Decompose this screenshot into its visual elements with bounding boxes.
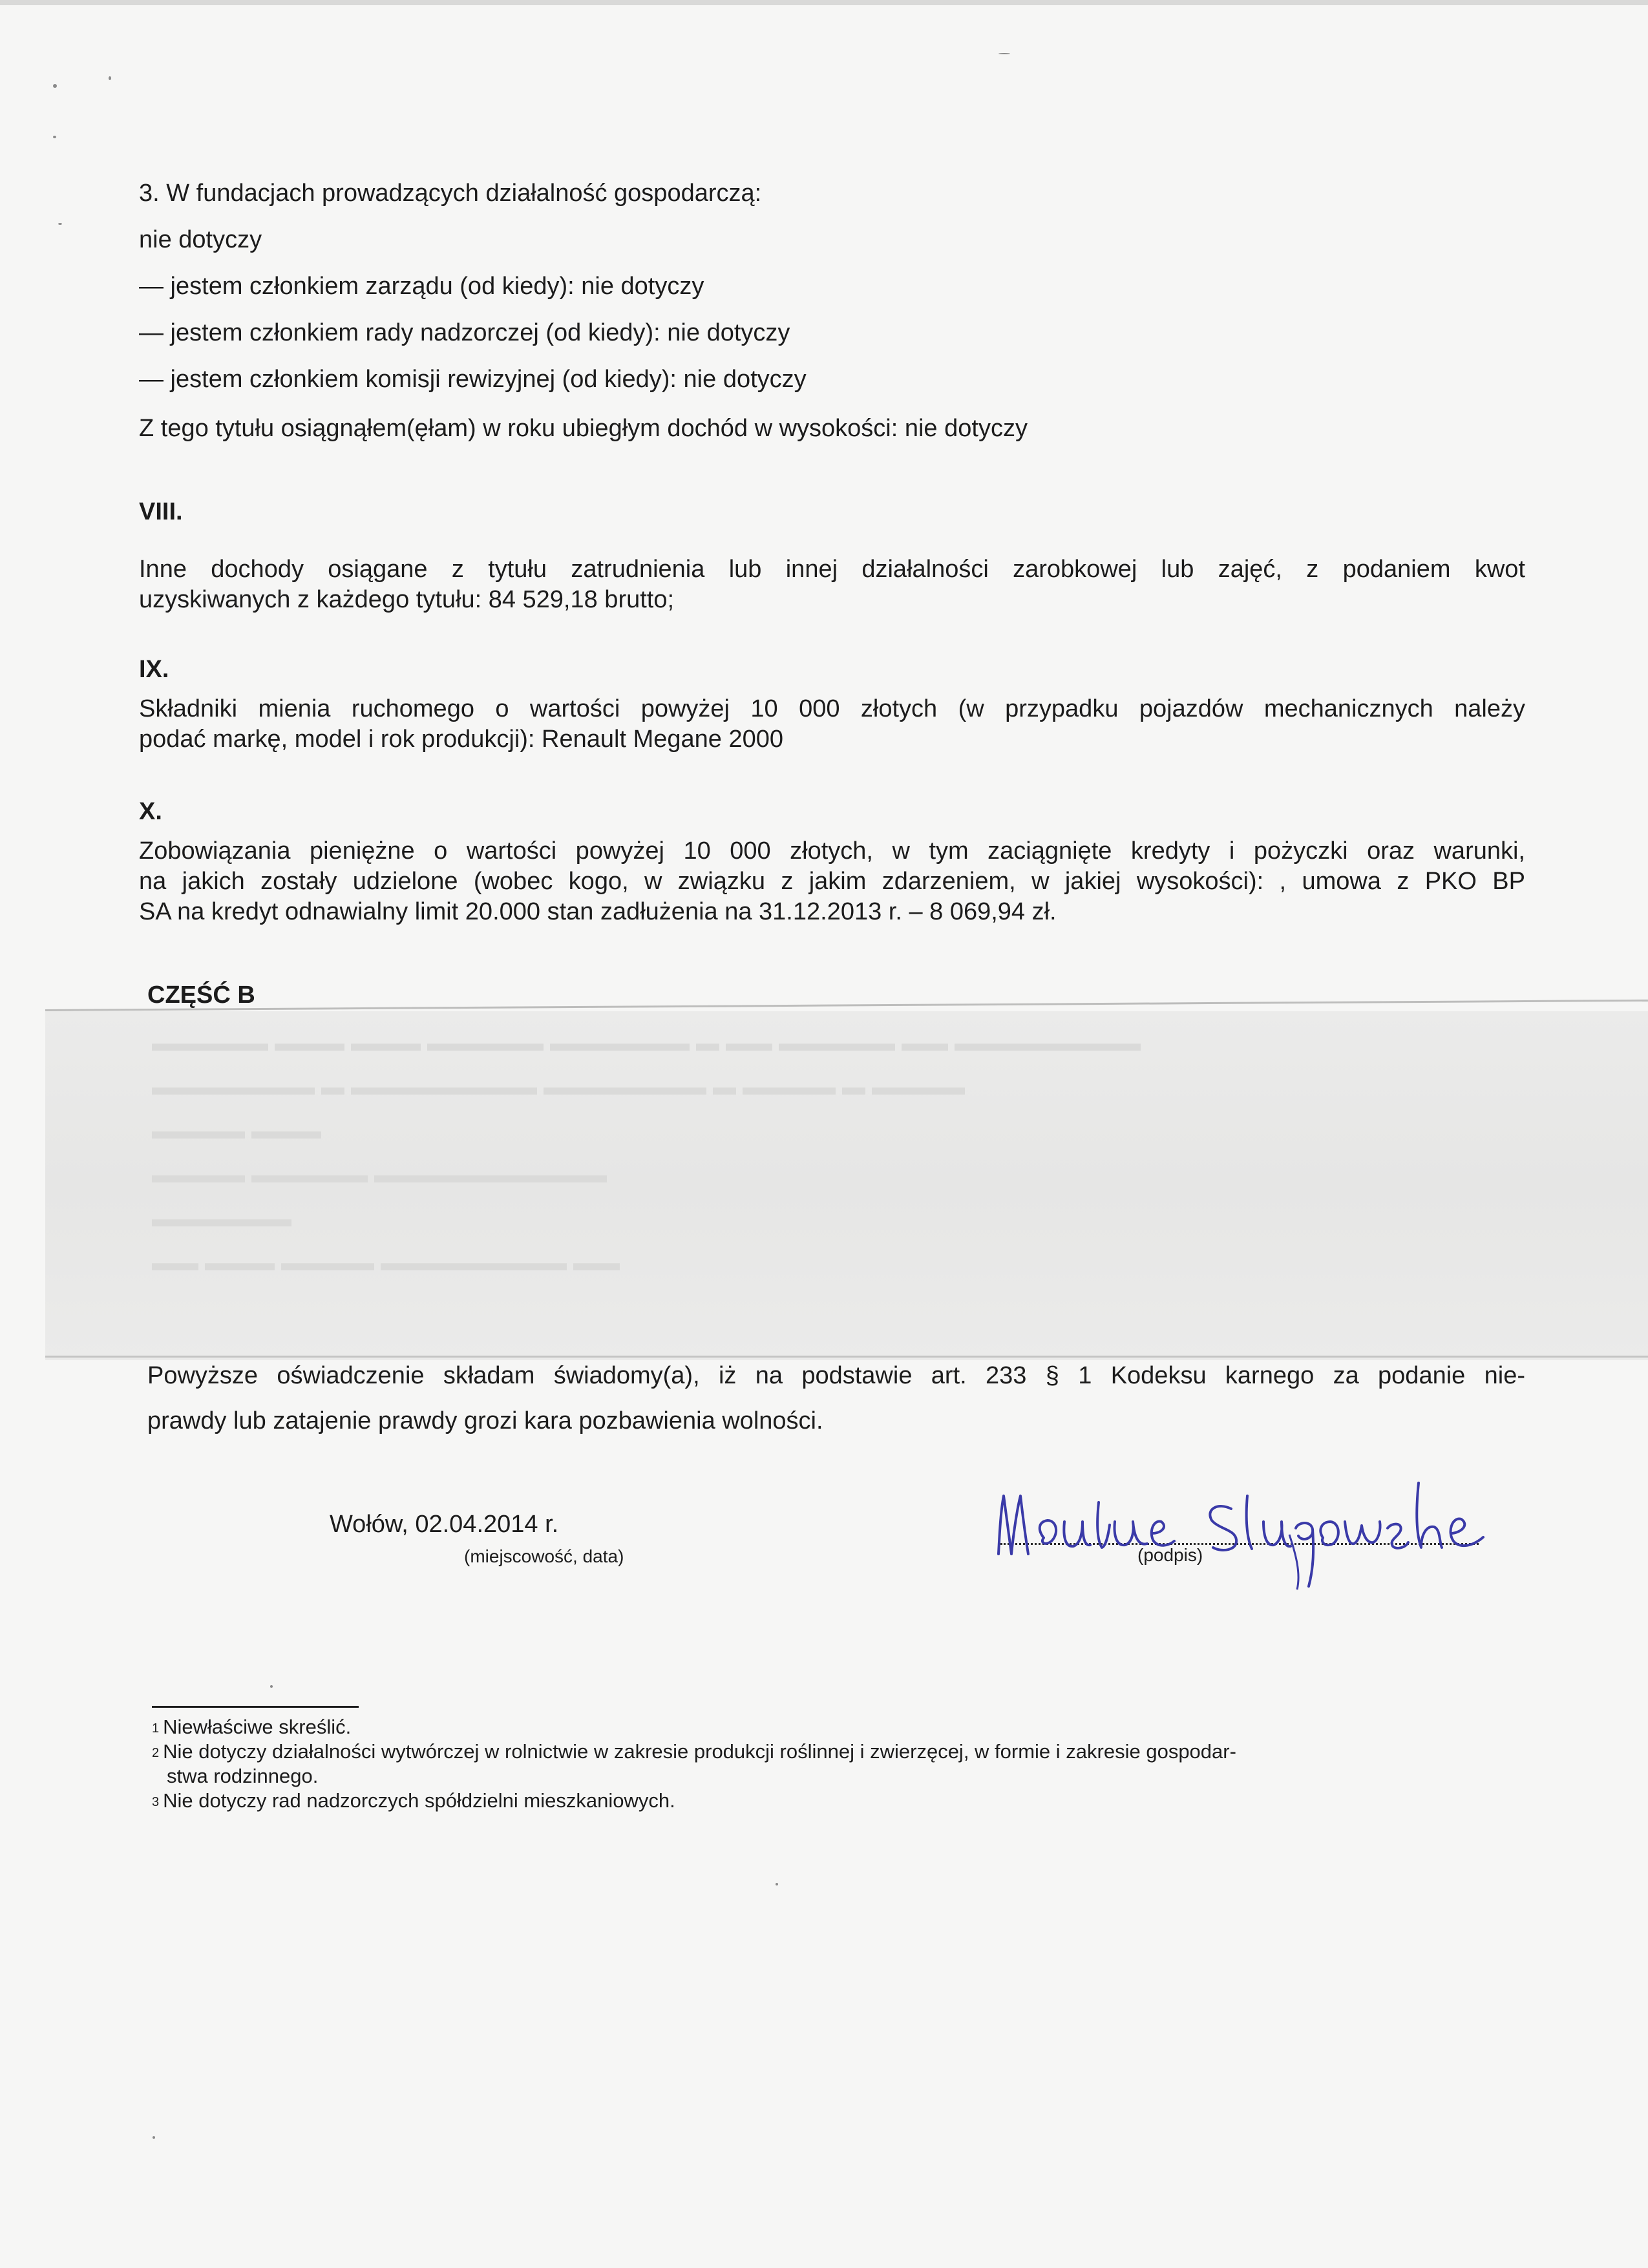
obscured-text: ▬▬▬▬▬ ▬▬▬ ▬▬▬ ▬▬▬▬▬ ▬▬▬▬▬▬ ▬ ▬▬ ▬▬▬▬▬ ▬▬ ▬▬▬▬▬▬▬▬ xyxy=(152,1029,1141,1056)
declaration-line1: Powyższe oświadczenie składam świadomy(a), iż na podstawie art. 233 § 1 Kodeksu karnego za podanie nie- xyxy=(147,1362,1525,1389)
section-x-line2: na jakich zostały udzielone (wobec kogo, w związku z jakim zdarzeniem, w jakiej wysokości): , umowa z PKO BP xyxy=(139,868,1525,895)
section-x-heading: X. xyxy=(139,798,162,825)
obscured-text: ▬▬▬▬ ▬▬▬ xyxy=(152,1117,322,1144)
foundations-income: Z tego tytułu osiągnąłem(ęłam) w roku ubiegłym dochód w wysokości: nie dotyczy xyxy=(139,415,1028,442)
obscured-text: ▬▬▬▬▬▬ xyxy=(152,1205,291,1232)
scan-speck xyxy=(270,1685,273,1688)
part-b-heading: CZĘŚĆ B xyxy=(147,982,255,1009)
obscured-text: ▬▬ ▬▬▬ ▬▬▬▬ ▬▬▬▬▬▬▬▬ ▬▬ xyxy=(152,1249,620,1276)
footnote-1-text: Niewłaściwe skreślić. xyxy=(163,1716,352,1738)
scan-speck xyxy=(109,76,111,80)
section-x-line3: SA na kredyt odnawialny limit 20.000 stan zadłużenia na 31.12.2013 r. – 8 069,94 zł. xyxy=(139,898,1057,925)
footnote-3 xyxy=(152,1789,675,1813)
place-date-label: (miejscowość, data) xyxy=(464,1546,624,1566)
section-ix-line1: Składniki mienia ruchomego o wartości powyżej 10 000 złotych (w przypadku pojazdów mechanicznych należy xyxy=(139,695,1525,722)
scan-edge xyxy=(0,0,1648,5)
obscured-text: ▬▬▬▬ ▬▬▬▬▬ ▬▬▬▬▬▬▬▬▬▬ xyxy=(152,1161,607,1188)
foundations-status: nie dotyczy xyxy=(139,226,262,253)
scan-speck xyxy=(776,1883,778,1885)
signature-label: (podpis) xyxy=(1137,1545,1203,1565)
footnote-2-continued xyxy=(167,1764,318,1789)
footnote-2-text: Nie dotyczy działalności wytwórczej w rolnictwie w zakresie produkcji roślinnej i zwierzęcej, w formie i zakresie gospodar- xyxy=(163,1740,1236,1763)
supervisory-board-item: — jestem członkiem rady nadzorczej (od kiedy): nie dotyczy xyxy=(139,319,790,346)
footnote-3-text: Nie dotyczy rad nadzorczych spółdzielni mieszkaniowych. xyxy=(163,1789,675,1812)
section-ix-line2: podać markę, model i rok produkcji): Renault Megane 2000 xyxy=(139,726,783,753)
foundations-title: 3. W fundacjach prowadzących działalność gospodarczą: xyxy=(139,180,762,207)
scan-speck xyxy=(998,53,1010,54)
section-ix-text xyxy=(139,694,1525,755)
section-ix-heading: IX. xyxy=(139,656,169,683)
scan-speck xyxy=(153,2136,155,2139)
section-viii-heading: VIII. xyxy=(139,498,183,525)
board-member-item: — jestem członkiem zarządu (od kiedy): nie dotyczy xyxy=(139,273,704,300)
footnote-divider xyxy=(152,1706,359,1708)
declaration-line2: prawdy lub zatajenie prawdy grozi kara pozbawienia wolności. xyxy=(147,1407,823,1434)
footnote-2-text-continued: stwa rodzinnego. xyxy=(167,1765,319,1787)
section-viii-text xyxy=(139,554,1525,615)
scan-speck xyxy=(58,223,62,225)
declaration-text xyxy=(147,1353,1525,1444)
section-viii-line1: Inne dochody osiągane z tytułu zatrudnienia lub innej działalności zarobkowej lub zajęć, z podaniem kwot xyxy=(139,556,1525,583)
section-x-line1: Zobowiązania pieniężne o wartości powyżej 10 000 złotych, w tym zaciągnięte kredyty i pożyczki oraz warunki, xyxy=(139,837,1525,865)
obscured-text: ▬▬▬▬▬▬▬ ▬ ▬▬▬▬▬▬▬▬ ▬▬▬▬▬▬▬ ▬ ▬▬▬▬ ▬ ▬▬▬▬ xyxy=(152,1073,966,1100)
footnote-1-number: 1 xyxy=(152,1721,160,1736)
place-and-date: Wołów, 02.04.2014 r. xyxy=(330,1511,559,1538)
section-viii-line2: uzyskiwanych z każdego tytułu: 84 529,18 brutto; xyxy=(139,586,675,613)
footnote-1 xyxy=(152,1715,351,1739)
handwritten-signature xyxy=(992,1457,1509,1593)
footnote-2-number: 2 xyxy=(152,1746,160,1760)
audit-committee-item: — jestem członkiem komisji rewizyjnej (od kiedy): nie dotyczy xyxy=(139,366,807,393)
footnote-2 xyxy=(152,1739,1236,1764)
section-x-text xyxy=(139,836,1525,927)
fold-edge-top xyxy=(45,1000,1648,1011)
scan-speck xyxy=(53,136,56,138)
scan-speck xyxy=(53,84,57,88)
footnote-3-number: 3 xyxy=(152,1795,160,1809)
